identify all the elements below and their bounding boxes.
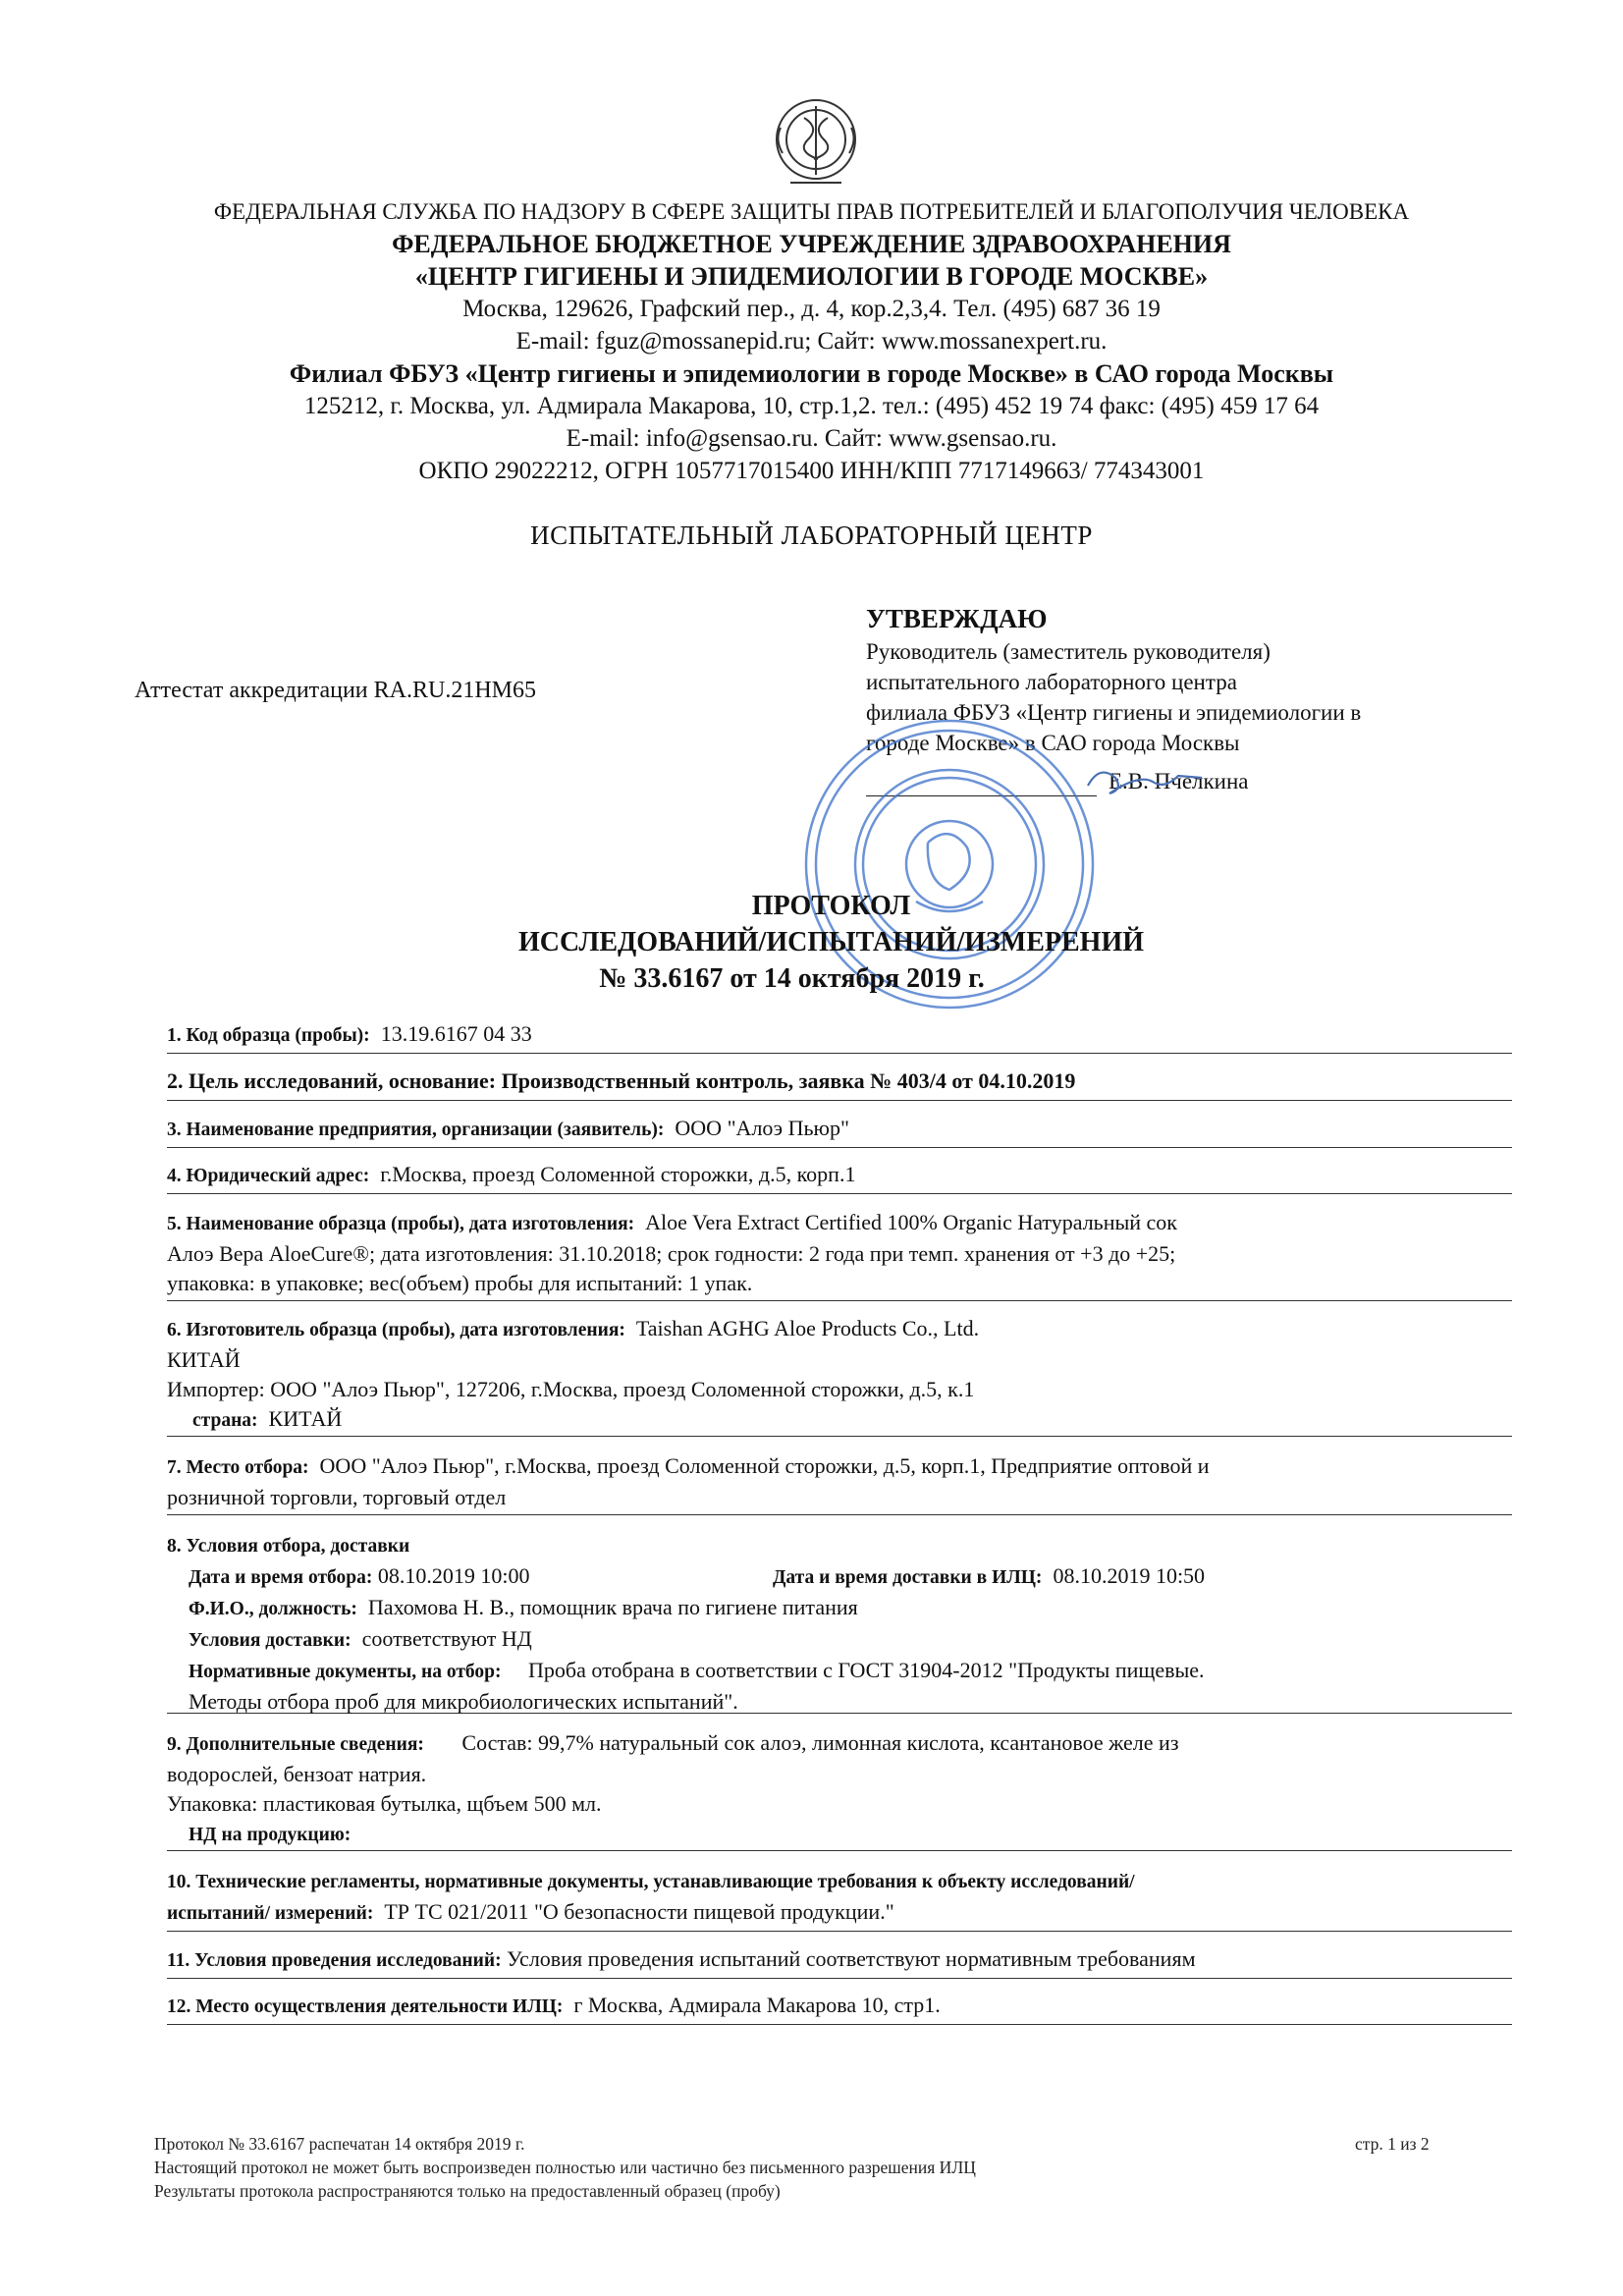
footer-reproduction-notice: Настоящий протокол не может быть воспроизведен полностью или частично без письменного разрешения ИЛЦ: [154, 2158, 976, 2177]
section-7-value-line1: ООО "Алоэ Пьюр", г.Москва, проезд Соломенной сторожки, д.5, корп.1, Предприятие оптовой и: [319, 1453, 1210, 1478]
section-9-value-line3: Упаковка: пластиковая бутылка, щбъем 500 мл.: [167, 1791, 602, 1816]
delivery-datetime-label: Дата и время доставки в ИЛЦ:: [773, 1567, 1043, 1588]
section-6-manufacturer: [167, 1314, 1512, 1437]
protocol-title: ПРОТОКОЛ: [751, 891, 911, 921]
section-12-label: 12. Место осуществления деятельности ИЛЦ:: [167, 1996, 564, 2017]
institution-name-line1: ФЕДЕРАЛЬНОЕ БЮДЖЕТНОЕ УЧРЕЖДЕНИЕ ЗДРАВООХРАНЕНИЯ: [392, 230, 1231, 258]
branch-name: Филиал ФБУЗ «Центр гигиены и эпидемиологии в городе Москве» в САО города Москвы: [289, 359, 1334, 388]
section-10-label-line1: 10. Технические регламенты, нормативные документы, устанавливающие требования к объекту исследований/: [167, 1872, 1135, 1892]
section-3-label: 3. Наименование предприятия, организации (заявитель):: [167, 1120, 665, 1140]
nd-label: НД на продукцию:: [189, 1825, 352, 1845]
protocol-number-date: № 33.6167 от 14 октября 2019 г.: [599, 963, 985, 994]
sampling-norms-line1: Проба отобрана в соответствии с ГОСТ 31904-2012 "Продукты пищевые.: [528, 1658, 1205, 1682]
sampler-person-label: Ф.И.О., должность:: [189, 1599, 357, 1619]
approval-line3: филиала ФБУЗ «Центр гигиены и эпидемиологии в: [866, 700, 1362, 725]
approval-line2: испытательного лабораторного центра: [866, 670, 1237, 694]
section-11-test-conditions: [167, 1944, 1512, 1979]
section-7-value-line2: розничной торговли, торговый отдел: [167, 1485, 507, 1509]
section-1-value: 13.19.6167 04 33: [380, 1021, 532, 1046]
section-9-value-line2: водорослей, бензоат натрия.: [167, 1762, 427, 1786]
rospotrebnadzor-emblem-icon: [761, 88, 871, 198]
section-6-value-line2: КИТАЙ: [167, 1347, 241, 1372]
section-5-label: 5. Наименование образца (пробы), дата изготовления:: [167, 1214, 635, 1234]
section-4-legal-address: [167, 1160, 1512, 1194]
accreditation-certificate: Аттестат аккредитации RA.RU.21НМ65: [135, 678, 536, 703]
institution-address: Москва, 129626, Графский пер., д. 4, кор.2,3,4. Тел. (495) 687 36 19: [462, 296, 1161, 322]
section-12-lab-location: [167, 1991, 1512, 2025]
delivery-conditions-label: Условия доставки:: [189, 1630, 352, 1651]
section-3-applicant: [167, 1114, 1512, 1148]
approval-line1: Руководитель (заместитель руководителя): [866, 639, 1271, 664]
protocol-subtitle: ИССЛЕДОВАНИЙ/ИСПЫТАНИЙ/ИЗМЕРЕНИЙ: [517, 927, 1145, 957]
section-10-regulations: [167, 1866, 1512, 1932]
section-10-label-line2: испытаний/ измерений:: [167, 1903, 374, 1924]
lab-title: ИСПЫТАТЕЛЬНЫЙ ЛАБОРАТОРНЫЙ ЦЕНТР: [530, 520, 1093, 550]
section-2-text: 2. Цель исследований, основание: Производственный контроль, заявка № 403/4 от 04.10.2019: [167, 1068, 1076, 1093]
section-9-additional-info: [167, 1728, 1512, 1851]
section-3-value: ООО "Алоэ Пьюр": [675, 1116, 849, 1140]
section-8-sampling-conditions: [167, 1530, 1512, 1714]
section-9-label: 9. Дополнительные сведения:: [167, 1734, 424, 1755]
agency-name: ФЕДЕРАЛЬНАЯ СЛУЖБА ПО НАДЗОРУ В СФЕРЕ ЗАЩИТЫ ПРАВ ПОТРЕБИТЕЛЕЙ И БЛАГОПОЛУЧИЯ ЧЕЛОВЕКА: [213, 199, 1410, 224]
sample-datetime-label: Дата и время отбора:: [189, 1567, 373, 1588]
section-5-value-line2: Алоэ Вера AloeCure®; дата изготовления: 31.10.2018; срок годности: 2 года при темп. хранения от +3 до +25;: [167, 1241, 1176, 1266]
section-12-value: г Москва, Адмирала Макарова 10, стр1.: [573, 1993, 941, 2017]
section-1-sample-code: [167, 1019, 1512, 1054]
section-2-purpose: [167, 1066, 1512, 1101]
section-1-label: 1. Код образца (пробы):: [167, 1025, 370, 1046]
section-5-value-line3: упаковка: в упаковке; вес(объем) пробы для испытаний: 1 упак.: [167, 1271, 753, 1295]
section-6-importer: Импортер: ООО "Алоэ Пьюр", 127206, г.Москва, проезд Соломенной сторожки, д.5, к.1: [167, 1377, 975, 1401]
sampling-norms-label: Нормативные документы, на отбор:: [189, 1662, 502, 1682]
section-6-country: КИТАЙ: [268, 1406, 343, 1431]
branch-address: 125212, г. Москва, ул. Адмирала Макарова, 10, стр.1,2. тел.: (495) 452 19 74 факс: (495) 459 17 64: [303, 393, 1320, 419]
section-8-label: 8. Условия отбора, доставки: [167, 1536, 410, 1557]
institution-contacts: E-mail: fguz@mossanepid.ru; Сайт: www.mossanexpert.ru.: [515, 328, 1108, 355]
footer-results-notice: Результаты протокола распространяются только на предоставленный образец (пробу): [154, 2181, 781, 2201]
footer-printed-line: Протокол № 33.6167 распечатан 14 октября 2019 г.: [154, 2134, 525, 2154]
section-10-value: ТР ТС 021/2011 "О безопасности пищевой продукции.": [384, 1899, 894, 1924]
branch-contacts: E-mail: info@gsensao.ru. Сайт: www.gsensao.ru.: [566, 425, 1057, 452]
section-6-country-label: страна:: [192, 1410, 258, 1431]
section-5-sample-name: [167, 1208, 1512, 1301]
page-number: стр. 1 из 2: [1355, 2134, 1430, 2154]
section-7-sampling-place: [167, 1451, 1512, 1515]
section-11-value: Условия проведения испытаний соответствуют нормативным требованиям: [507, 1946, 1196, 1971]
section-9-value-line1: Состав: 99,7% натуральный сок алоэ, лимонная кислота, ксантановое желе из: [461, 1730, 1179, 1755]
section-6-value-line1: Taishan AGHG Aloe Products Co., Ltd.: [635, 1316, 980, 1340]
registry-codes: ОКПО 29022212, ОГРН 1057717015400 ИНН/КПП 7717149663/ 774343001: [418, 458, 1205, 484]
delivery-conditions: соответствуют НД: [361, 1626, 532, 1651]
approval-line4: городе Москве» в САО города Москвы: [866, 731, 1240, 755]
section-4-label: 4. Юридический адрес:: [167, 1166, 370, 1186]
approval-title: УТВЕРЖДАЮ: [866, 604, 1048, 633]
sample-datetime: 08.10.2019 10:00: [377, 1563, 530, 1588]
sampling-norms-line2: Методы отбора проб для микробиологических испытаний".: [189, 1689, 738, 1714]
institution-name-line2: «ЦЕНТР ГИГИЕНЫ И ЭПИДЕМИОЛОГИИ В ГОРОДЕ МОСКВЕ»: [414, 262, 1209, 291]
section-5-value-line1: Aloe Vera Extract Certified 100% Organic Натуральный сок: [645, 1210, 1177, 1234]
section-11-label: 11. Условия проведения исследований:: [167, 1950, 502, 1971]
section-7-label: 7. Место отбора:: [167, 1457, 309, 1478]
approval-signer: Е.В. Пчелкина: [1109, 769, 1249, 793]
section-4-value: г.Москва, проезд Соломенной сторожки, д.5, корп.1: [380, 1162, 856, 1186]
delivery-datetime: 08.10.2019 10:50: [1053, 1563, 1206, 1588]
sampler-person: Пахомова Н. В., помощник врача по гигиене питания: [367, 1595, 858, 1619]
section-6-label: 6. Изготовитель образца (пробы), дата изготовления:: [167, 1320, 625, 1340]
